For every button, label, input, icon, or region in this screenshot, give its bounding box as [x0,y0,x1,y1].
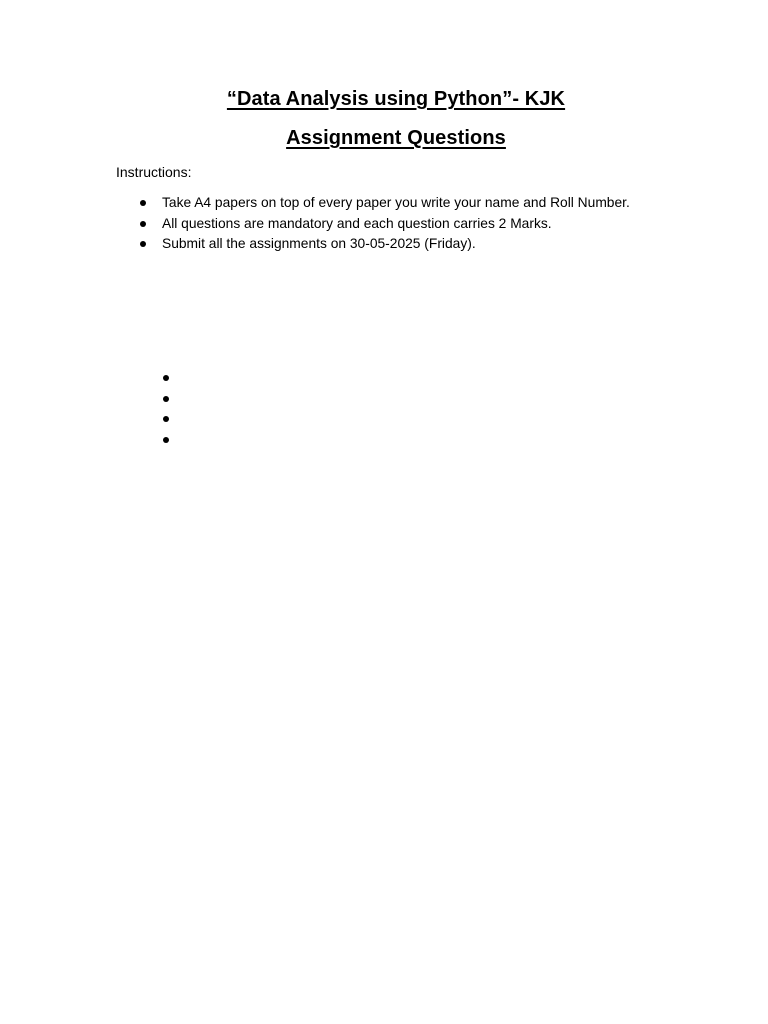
bullet-icon [140,200,146,206]
instruction-text: Submit all the assignments on 30-05-2025 (Friday). [162,236,476,251]
document-subtitle: Assignment Questions [286,127,506,149]
bullet-icon [163,375,169,381]
bullet-icon [140,221,146,227]
bullet-icon [140,241,146,247]
bullet-icon [163,396,169,402]
bullet-icon [163,416,169,422]
instruction-item [138,214,630,235]
instructions-label: Instructions: [116,164,192,180]
instruction-text: Take A4 papers on top of every paper you write your name and Roll Number. [162,195,630,210]
document-title: “Data Analysis using Python”- KJK [226,88,566,110]
instruction-text: All questions are mandatory and each question carries 2 Marks. [162,215,552,231]
bullet-icon [163,437,169,443]
instructions-list [138,193,630,255]
instruction-item [138,234,630,255]
instruction-item [138,193,630,214]
